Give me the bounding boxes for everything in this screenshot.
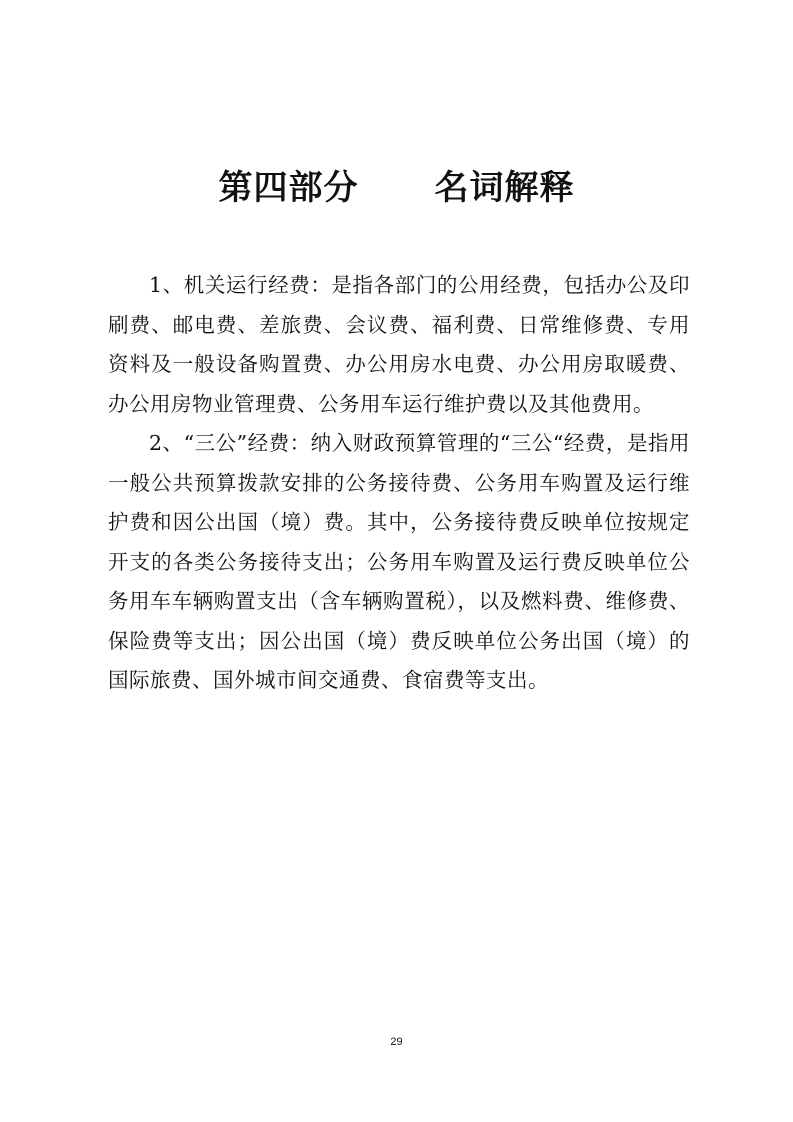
page-number: 29 <box>390 1036 403 1048</box>
page-title <box>0 160 793 209</box>
definition-paragraph-1: 1、机关运行经费：是指各部门的公用经费，包括办公及印刷费、邮电费、差旅费、会议费、福利费、日常维修费、专用资料及一般设备购置费、办公用房水电费、办公用房取暖费、办公用房物业管理费、公务用车运行维护费以及其他费用。 <box>108 273 690 416</box>
definitions-body <box>108 266 690 701</box>
definition-paragraph-2: 2、“三公”经费：纳入财政预算管理的“三公“经费，是指用一般公共预算拨款安排的公务接待费、公务用车购置及运行维护费和因公出国（境）费。其中，公务接待费反映单位按规定开支的各类公务接待支出；公务用车购置及运行费反映单位公务用车车辆购置支出（含车辆购置税），以及燃料费、维修费、保险费等支出；因公出国（境）费反映单位公务出国（境）的国际旅费、国外城市间交通费、食宿费等支出。 <box>108 431 690 692</box>
title-part: 第四部分 <box>218 168 359 208</box>
title-name: 名词解释 <box>434 168 575 208</box>
